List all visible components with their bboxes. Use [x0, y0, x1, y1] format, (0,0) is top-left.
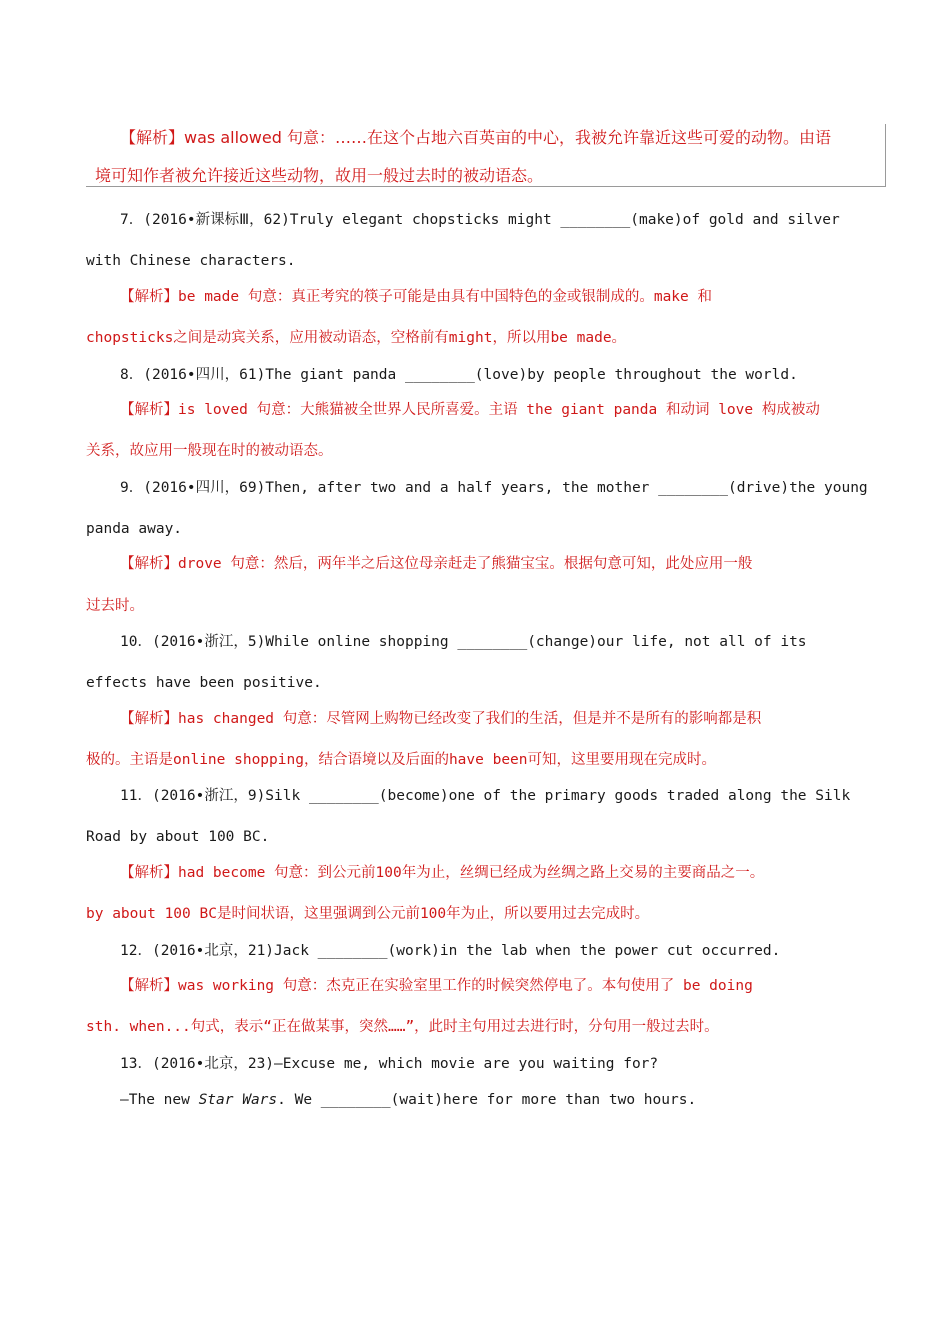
box-analysis-line-2: 境可知作者被允许接近这些动物，故用一般过去时的被动语态。 — [95, 166, 544, 185]
question-12-line-1: 12．(2016•北京，21)Jack ________(work)in the lab when the power cut occurred. — [120, 943, 781, 959]
analysis-10-line-1: 【解析】has changed 句意：尽管网上购物已经改变了我们的生活，但是并不是所有的影响都是积 — [120, 711, 762, 727]
analysis-11-line-2: by about 100 BC是时间状语，这里强调到公元前100年为止，所以要用过去完成时。 — [86, 906, 650, 922]
analysis-11-line-1: 【解析】had become 句意：到公元前100年为止，丝绸已经成为丝绸之路上交易的主要商品之一。 — [120, 865, 765, 881]
question-7-line-2: with Chinese characters. — [86, 253, 296, 269]
question-9-line-1: 9．(2016•四川，69)Then, after two and a half years, the mother ________(drive)the young — [120, 480, 868, 496]
question-13-prefix: —The new — [120, 1092, 199, 1108]
analysis-9-line-2: 过去时。 — [86, 598, 144, 614]
analysis-7-line-2: chopsticks之间是动宾关系，应用被动语态，空格前有might，所以用be made。 — [86, 330, 627, 346]
question-7-line-1: 7．(2016•新课标Ⅲ，62)Truly elegant chopsticks might ________(make)of gold and silver — [120, 212, 840, 228]
question-11-line-2: Road by about 100 BC. — [86, 829, 270, 845]
movie-title: Star Wars — [198, 1092, 278, 1108]
analysis-7-line-1: 【解析】be made 句意：真正考究的筷子可能是由具有中国特色的金或银制成的。make 和 — [120, 289, 712, 305]
analysis-8-line-1: 【解析】is loved 句意：大熊猫被全世界人民所喜爱。主语 the giant panda 和动词 love 构成被动 — [120, 402, 820, 418]
question-8-line-1: 8．(2016•四川，61)The giant panda ________(love)by people throughout the world. — [120, 367, 798, 383]
analysis-8-line-2: 关系，故应用一般现在时的被动语态。 — [86, 443, 333, 459]
question-10-line-2: effects have been positive. — [86, 675, 322, 691]
question-10-line-1: 10．(2016•浙江，5)While online shopping ________(change)our life, not all of its — [120, 634, 807, 650]
analysis-12-line-1: 【解析】was working 句意：杰克正在实验室里工作的时候突然停电了。本句使用了 be doing — [120, 978, 753, 994]
question-13-line-2 — [120, 1090, 876, 1110]
question-13-line-1: 13．(2016•北京，23)—Excuse me, which movie are you waiting for? — [120, 1056, 659, 1072]
question-13-suffix: . We ________(wait)here for more than two hours. — [277, 1092, 697, 1108]
analysis-12-line-2: sth. when...句式，表示“正在做某事，突然……”，此时主句用过去进行时，分句用一般过去时。 — [86, 1019, 719, 1035]
question-9-line-2: panda away. — [86, 521, 183, 537]
box-analysis-line-1: 【解析】was allowed 句意：……在这个占地六百英亩的中心，我被允许靠近这些可爱的动物。由语 — [120, 128, 831, 147]
analysis-10-line-2: 极的。主语是online shopping，结合语境以及后面的have been可知，这里要用现在完成时。 — [86, 752, 717, 768]
question-11-line-1: 11．(2016•浙江，9)Silk ________(become)one of the primary goods traded along the Silk — [120, 788, 851, 804]
analysis-9-line-1: 【解析】drove 句意：然后，两年半之后这位母亲赶走了熊猫宝宝。根据句意可知，此处应用一般 — [120, 556, 753, 572]
